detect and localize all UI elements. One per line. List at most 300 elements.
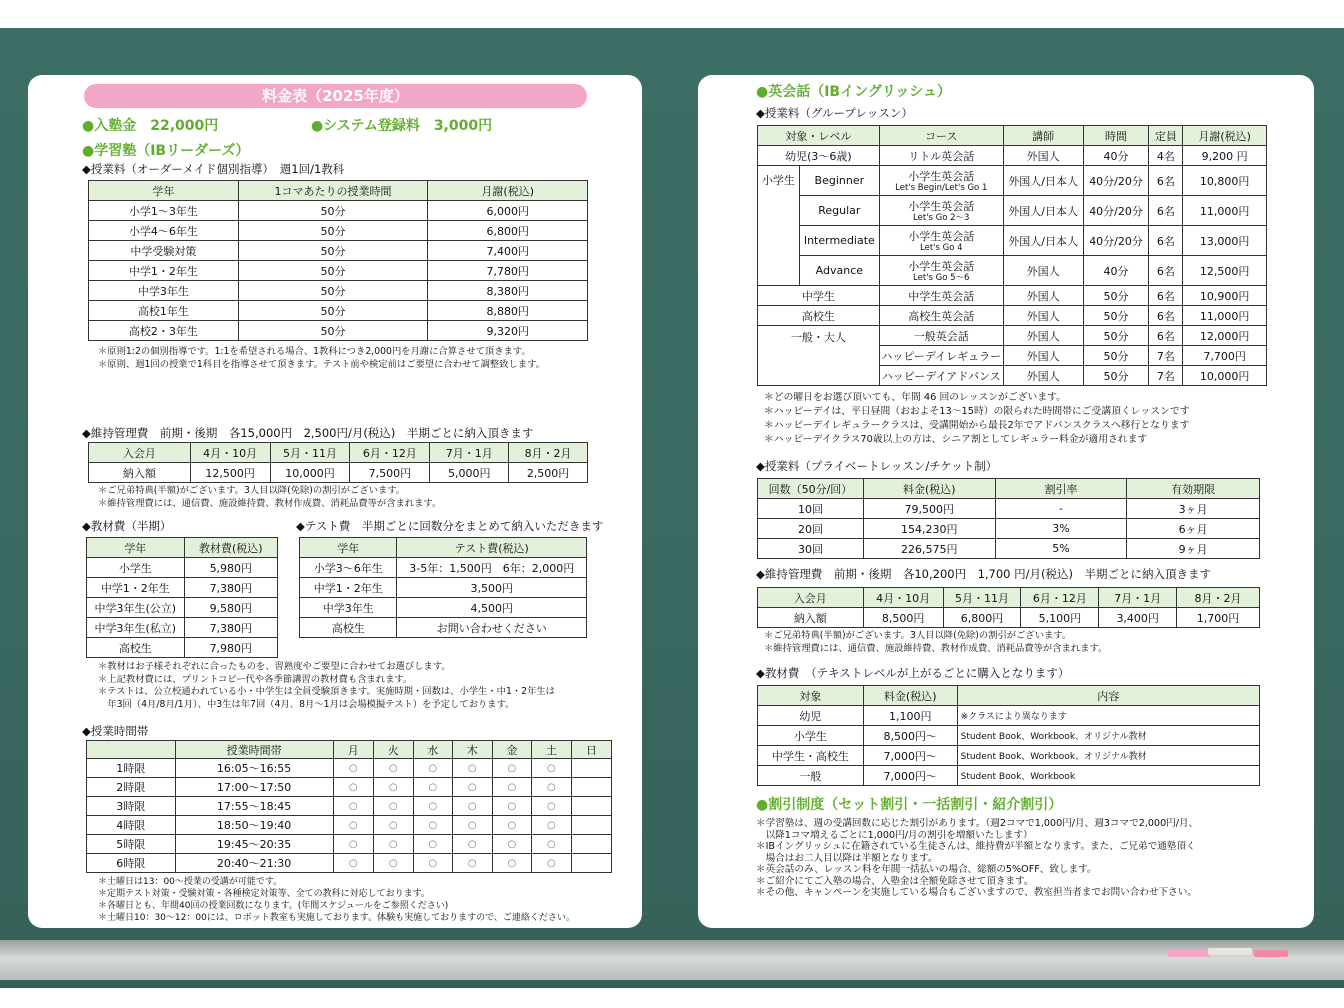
available-mark: ○ — [492, 759, 531, 778]
available-mark: ○ — [413, 816, 452, 835]
col-header: 料金(税込) — [863, 686, 957, 706]
fee-cell: 9,200 円 — [1183, 146, 1267, 166]
time-cell: 50分 — [1083, 366, 1149, 386]
fee-cell: 7,380円 — [184, 618, 277, 638]
available-mark: ○ — [373, 778, 413, 797]
available-mark: ○ — [413, 759, 452, 778]
table-row — [758, 746, 1260, 766]
grade-cell: 高校2・3年生 — [89, 321, 239, 341]
time-cell: 16:05～16:55 — [175, 759, 333, 778]
available-mark: ○ — [492, 854, 531, 873]
course-book: Let's Go 2～3 — [913, 213, 970, 223]
grade-cell: 小学生 — [87, 558, 185, 578]
fee-cell: 3,500円 — [397, 578, 587, 598]
expiry-cell: 6ヶ月 — [1127, 519, 1260, 539]
time-cell: 19:45～20:35 — [175, 835, 333, 854]
course-cell — [879, 166, 1003, 196]
col-header: 回数（50分/回） — [758, 479, 864, 499]
col-header: 8月・2月 — [509, 443, 588, 463]
course-book: Let's Go 4 — [920, 243, 963, 253]
group-lesson-table — [757, 125, 1267, 386]
duration-cell: 50分 — [238, 301, 428, 321]
fee-cell: お問い合わせください — [397, 618, 587, 638]
maintenance-table — [88, 442, 588, 483]
teacher-cell: 外国人 — [1003, 146, 1083, 166]
level-cell: Advance — [799, 256, 879, 286]
grade-cell: 中学1・2年生 — [87, 578, 185, 598]
fee-cell: 13,000円 — [1183, 226, 1267, 256]
content-cell: ※クラスにより異なります — [957, 706, 1259, 726]
tuition-table — [88, 180, 588, 341]
tuition-heading: ◆授業料（オーダーメイド個別指導） 週1回/1教科 — [82, 162, 345, 176]
fee-cell: 7,500円 — [350, 463, 430, 483]
teacher-cell: 外国人/日本人 — [1003, 196, 1083, 226]
col-header: 8月・2月 — [1177, 588, 1260, 608]
col-header: 入会月 — [758, 588, 864, 608]
fee-cell: 7,000円～ — [863, 746, 957, 766]
course-cell: 一般英会話 — [879, 326, 1003, 346]
col-header: 学年 — [87, 538, 185, 558]
fee-cell: 6,000円 — [428, 201, 588, 221]
discount-cell: 5% — [995, 539, 1127, 559]
course-book: Let's Begin/Let's Go 1 — [895, 183, 988, 193]
duration-cell: 50分 — [238, 281, 428, 301]
capacity-cell: 6名 — [1149, 256, 1183, 286]
table-row — [89, 201, 588, 221]
available-mark: ○ — [413, 778, 452, 797]
col-header: 日 — [571, 741, 611, 759]
private-lesson-table — [757, 478, 1260, 559]
count-cell: 20回 — [758, 519, 864, 539]
table-row — [87, 618, 278, 638]
empty-cell — [571, 816, 611, 835]
table-row — [87, 854, 612, 873]
duration-cell: 50分 — [238, 201, 428, 221]
col-header: 入会月 — [89, 443, 191, 463]
time-cell: 50分 — [1083, 286, 1149, 306]
col-header: 7月・1月 — [1099, 588, 1177, 608]
time-cell: 40分/20分 — [1083, 166, 1149, 196]
col-header: 火 — [373, 741, 413, 759]
col-header: 1コマあたりの授業時間 — [238, 181, 428, 201]
col-header: 7月・1月 — [430, 443, 509, 463]
available-mark: ○ — [333, 835, 373, 854]
col-header: 教材費(税込) — [184, 538, 277, 558]
grade-cell: 中学3年生 — [300, 598, 397, 618]
col-header: 時間 — [1083, 126, 1149, 146]
maintenance-notes: ＊ご兄弟特典(半額)がございます。3人目以降(免除)の割引がございます。 ＊維持管理費には、通信費、施設維持費、教材作成費、消耗品費等が含まれます。 — [764, 630, 1108, 654]
col-header: テスト費(税込) — [397, 538, 587, 558]
table-row — [89, 301, 588, 321]
table-row — [87, 778, 612, 797]
available-mark: ○ — [333, 854, 373, 873]
fee-cell: 10,000円 — [270, 463, 350, 483]
table-row — [758, 196, 1267, 226]
fee-cell: 10,800円 — [1183, 166, 1267, 196]
fee-cell: 5,980円 — [184, 558, 277, 578]
target-cell: 一般 — [758, 766, 864, 786]
table-row — [758, 286, 1267, 306]
fee-cell: 7,780円 — [428, 261, 588, 281]
grade-cell: 中学3年生(私立) — [87, 618, 185, 638]
fee-cell: 8,380円 — [428, 281, 588, 301]
capacity-cell: 7名 — [1149, 346, 1183, 366]
fee-cell: 7,380円 — [184, 578, 277, 598]
table-row — [758, 226, 1267, 256]
target-cell: 中学生 — [758, 286, 880, 306]
fee-cell: 11,000円 — [1183, 196, 1267, 226]
available-mark: ○ — [333, 816, 373, 835]
course-cell — [879, 256, 1003, 286]
course-cell — [879, 226, 1003, 256]
available-mark: ○ — [413, 797, 452, 816]
course-name: 小学生英会話 — [908, 200, 975, 213]
time-cell: 50分 — [1083, 306, 1149, 326]
count-cell: 30回 — [758, 539, 864, 559]
table-row — [87, 759, 612, 778]
fee-cell: 7,000円～ — [863, 766, 957, 786]
table-row — [758, 499, 1260, 519]
available-mark: ○ — [373, 797, 413, 816]
table-row — [758, 326, 1267, 346]
grade-cell: 中学3年生 — [89, 281, 239, 301]
table-row — [89, 241, 588, 261]
fee-cell: 8,500円 — [863, 608, 943, 628]
col-header: 学年 — [89, 181, 239, 201]
table-row — [758, 306, 1267, 326]
col-header: 月謝(税込) — [428, 181, 588, 201]
col-header: 6月・12月 — [350, 443, 430, 463]
table-row — [758, 166, 1267, 196]
time-cell: 18:50～19:40 — [175, 816, 333, 835]
available-mark: ○ — [373, 835, 413, 854]
available-mark: ○ — [531, 797, 571, 816]
available-mark: ○ — [413, 854, 452, 873]
target-cell: 小学生 — [758, 726, 864, 746]
test-fee-table — [299, 537, 587, 638]
grade-cell: 高校生 — [300, 618, 397, 638]
table-row — [87, 835, 612, 854]
period-cell: 5時限 — [87, 835, 176, 854]
col-header: 5月・11月 — [270, 443, 350, 463]
available-mark: ○ — [531, 835, 571, 854]
course-name: 小学生英会話 — [908, 260, 975, 273]
col-header: 料金(税込) — [863, 479, 995, 499]
content-cell: Student Book、Workbook — [957, 766, 1259, 786]
pink-chalk — [1168, 950, 1210, 957]
col-header: 講師 — [1003, 126, 1083, 146]
course-cell: リトル英会話 — [879, 146, 1003, 166]
col-header: 月 — [333, 741, 373, 759]
materials-heading: ◆教材費 （テキストレベルが上がるごとに購入となります） — [756, 666, 1070, 680]
table-row — [87, 598, 278, 618]
capacity-cell: 6名 — [1149, 286, 1183, 306]
enrollment-fee: ●入塾金 22,000円 — [82, 118, 219, 134]
available-mark: ○ — [531, 816, 571, 835]
test-fee-heading: ◆テスト費 半期ごとに回数分をまとめて納入いただきます — [296, 519, 604, 533]
level-cell: Beginner — [799, 166, 879, 196]
period-cell: 1時限 — [87, 759, 176, 778]
time-cell: 17:00～17:50 — [175, 778, 333, 797]
fee-cell: 7,700円 — [1183, 346, 1267, 366]
col-header: 対象・レベル — [758, 126, 880, 146]
duration-cell: 50分 — [238, 321, 428, 341]
row-label: 納入額 — [758, 608, 864, 628]
col-header: コース — [879, 126, 1003, 146]
expiry-cell: 3ヶ月 — [1127, 499, 1260, 519]
fee-cell: 11,000円 — [1183, 306, 1267, 326]
time-cell: 20:40～21:30 — [175, 854, 333, 873]
materials-table — [757, 685, 1260, 786]
discount-cell: - — [995, 499, 1127, 519]
empty-cell — [571, 854, 611, 873]
target-cell: 幼児(3～6歳) — [758, 146, 880, 166]
fee-cell: 10,900円 — [1183, 286, 1267, 306]
teacher-cell: 外国人 — [1003, 256, 1083, 286]
period-cell: 6時限 — [87, 854, 176, 873]
table-row — [758, 766, 1260, 786]
fee-cell: 4,500円 — [397, 598, 587, 618]
maintenance-heading: ◆維持管理費 前期・後期 各15,000円 2,500円/月(税込) 半期ごとに納入頂きます — [82, 426, 534, 440]
chalk-tray — [0, 940, 1344, 980]
available-mark: ○ — [452, 759, 492, 778]
table-row — [758, 608, 1260, 628]
fee-cell: 12,500円 — [190, 463, 270, 483]
materials-heading: ◆教材費（半期） — [82, 519, 172, 533]
col-header: 割引率 — [995, 479, 1127, 499]
course-name: 小学生英会話 — [908, 170, 975, 183]
table-row — [758, 256, 1267, 286]
table-row — [89, 261, 588, 281]
table-row — [89, 281, 588, 301]
col-header: 4月・10月 — [863, 588, 943, 608]
count-cell: 10回 — [758, 499, 864, 519]
grade-cell: 高校1年生 — [89, 301, 239, 321]
teacher-cell: 外国人 — [1003, 346, 1083, 366]
course-name: 小学生英会話 — [908, 230, 975, 243]
fee-cell: 6,800円 — [943, 608, 1021, 628]
available-mark: ○ — [452, 854, 492, 873]
duration-cell: 50分 — [238, 241, 428, 261]
table-row — [87, 578, 278, 598]
available-mark: ○ — [452, 778, 492, 797]
grade-cell: 中学1・2年生 — [89, 261, 239, 281]
right-page — [698, 75, 1314, 928]
level-cell: Regular — [799, 196, 879, 226]
fee-cell: 8,880円 — [428, 301, 588, 321]
fee-cell: 9,320円 — [428, 321, 588, 341]
period-cell: 2時限 — [87, 778, 176, 797]
fee-cell: 3-5年：1,500円 6年：2,000円 — [397, 558, 587, 578]
grade-cell: 中学1・2年生 — [300, 578, 397, 598]
grade-cell: 高校生 — [87, 638, 185, 658]
available-mark: ○ — [492, 835, 531, 854]
red-chalk — [1254, 950, 1288, 957]
col-header: 月謝(税込) — [1183, 126, 1267, 146]
left-page — [28, 75, 642, 928]
available-mark: ○ — [492, 816, 531, 835]
empty-cell — [571, 835, 611, 854]
row-label: 納入額 — [89, 463, 191, 483]
col-header: 対象 — [758, 686, 864, 706]
ib-readers-heading: ●学習塾（IBリーダーズ） — [82, 143, 250, 159]
capacity-cell: 4名 — [1149, 146, 1183, 166]
time-cell: 40分/20分 — [1083, 226, 1149, 256]
maintenance-heading: ◆維持管理費 前期・後期 各10,200円 1,700 円/月(税込) 半期ごとに納入頂きます — [756, 567, 1212, 581]
target-cell: 幼児 — [758, 706, 864, 726]
course-cell: ハッピーデイアドバンス — [879, 366, 1003, 386]
available-mark: ○ — [492, 797, 531, 816]
available-mark: ○ — [531, 759, 571, 778]
capacity-cell: 7名 — [1149, 366, 1183, 386]
fee-cell: 5,000円 — [430, 463, 509, 483]
col-header: 内容 — [957, 686, 1259, 706]
system-fee: ●システム登録料 3,000円 — [311, 118, 493, 134]
fee-cell: 79,500円 — [863, 499, 995, 519]
time-cell: 17:55～18:45 — [175, 797, 333, 816]
level-cell: Intermediate — [799, 226, 879, 256]
schedule-notes: ＊土曜日は13：00～授業の受講が可能です。 ＊定期テスト対策・受験対策・各種検定対策等、全ての教科に対応しております。 ＊各曜日とも、年間40回の授業回数になります。(年間スケジュールをご参照ください) ＊土曜日10：30～12：00には、ロボット教室も実施しております。体験も実施しておりますので、ご連絡ください。 — [98, 877, 575, 923]
group-lesson-heading: ◆授業料（グループレッスン） — [756, 106, 913, 120]
price-list-banner: 料金表（2025年度） — [84, 84, 587, 108]
target-cell: 高校生 — [758, 306, 880, 326]
available-mark: ○ — [531, 778, 571, 797]
elementary-label: 小学生 — [758, 166, 800, 286]
available-mark: ○ — [333, 759, 373, 778]
expiry-cell: 9ヶ月 — [1127, 539, 1260, 559]
grade-cell: 中学3年生(公立) — [87, 598, 185, 618]
discount-notes: ＊学習塾は、週の受講回数に応じた割引があります。（週2コマで1,000円/月、週3コマで2,000円/月、 以降1コマ増えるごとに1,000円/月の割引を増額いたします） ＊IBイングリッシュに在籍されている生徒さんは、維持費が半額となります。また、ご兄弟で通塾頂く 場合はお二人目以降は半額となります。 ＊英会話のみ、レッスン料を年間一括払いの場合、総額の5%OFF、致します。 ＊ご紹介にてご入塾の場合、入塾金は全額免除させて頂きます。 ＊その他、キャンペーンを実施している場合もございますので、教室担当者までお問い合わせ下さい。 — [756, 818, 1199, 898]
table-row — [87, 816, 612, 835]
capacity-cell: 6名 — [1149, 166, 1183, 196]
col-header: 4月・10月 — [190, 443, 270, 463]
period-cell: 3時限 — [87, 797, 176, 816]
table-row — [758, 146, 1267, 166]
teacher-cell: 外国人 — [1003, 306, 1083, 326]
available-mark: ○ — [373, 759, 413, 778]
fee-cell: 3,400円 — [1099, 608, 1177, 628]
schedule-heading: ◆授業時間帯 — [82, 724, 149, 738]
discount-cell: 3% — [995, 519, 1127, 539]
course-cell: 中学生英会話 — [879, 286, 1003, 306]
time-cell: 40分 — [1083, 146, 1149, 166]
fee-cell: 10,000円 — [1183, 366, 1267, 386]
col-header: 土 — [531, 741, 571, 759]
fee-cell: 226,575円 — [863, 539, 995, 559]
available-mark: ○ — [452, 816, 492, 835]
table-row — [758, 519, 1260, 539]
materials-table — [86, 537, 278, 658]
available-mark: ○ — [452, 835, 492, 854]
available-mark: ○ — [531, 854, 571, 873]
fee-cell: 12,000円 — [1183, 326, 1267, 346]
col-header: 学年 — [300, 538, 397, 558]
col-header: 金 — [492, 741, 531, 759]
maintenance-notes: ＊ご兄弟特典(半額)がございます。3人目以降(免除)の割引がございます。 ＊維持管理費には、通信費、施設維持費、教材作成費、消耗品費等が含まれます。 — [98, 485, 442, 509]
available-mark: ○ — [373, 854, 413, 873]
col-header: 有効期限 — [1127, 479, 1260, 499]
materials-notes: ＊教材はお子様それぞれに合ったものを、習熟度やご要望に合わせてお選びします。 ＊上記教材費には、プリントコピー代や各季節講習の教材費も含まれます。 ＊テストは、公立校通われている小・中学生は全員受験頂きます。実施時期・回数は、小学生・中1・2年生は 年3回（4月/8月/1月）、中3生は年7回（4月、8月～1月は会場模擬テスト）を予定しております。 — [98, 661, 555, 710]
table-row — [758, 706, 1260, 726]
col-header — [87, 741, 176, 759]
content-cell: Student Book、Workbook、オリジナル教材 — [957, 746, 1259, 766]
fee-cell: 5,100円 — [1021, 608, 1099, 628]
table-row — [87, 638, 278, 658]
teacher-cell: 外国人 — [1003, 286, 1083, 306]
teacher-cell: 外国人/日本人 — [1003, 226, 1083, 256]
fee-cell: 9,580円 — [184, 598, 277, 618]
table-row — [758, 726, 1260, 746]
col-header: 6月・12月 — [1021, 588, 1099, 608]
course-cell — [879, 196, 1003, 226]
maintenance-table — [757, 587, 1260, 628]
target-cell: 中学生・高校生 — [758, 746, 864, 766]
period-cell: 4時限 — [87, 816, 176, 835]
teacher-cell: 外国人/日本人 — [1003, 166, 1083, 196]
group-lesson-notes: ＊どの曜日をお選び頂いても、年間 46 回のレッスンがございます。 ＊ハッピーデイは、平日昼間（おおよそ13～15時）の限られた時間帯にご受講頂くレッスンです ＊ハッピーデイレギュラークラスは、受講開始から最長2年でアドバンスクラスへ移行となります ＊ハッピーデイクラス70歳以上の方は、シニア割としてレギュラー料金が適用されます — [764, 392, 1190, 445]
grade-cell: 小学1～3年生 — [89, 201, 239, 221]
empty-cell — [571, 759, 611, 778]
fee-cell: 2,500円 — [509, 463, 588, 483]
teacher-cell: 外国人 — [1003, 366, 1083, 386]
available-mark: ○ — [413, 835, 452, 854]
fee-cell: 1,100円 — [863, 706, 957, 726]
table-row — [758, 539, 1260, 559]
table-row — [300, 618, 587, 638]
eikaiwa-heading: ●英会話（IBイングリッシュ） — [756, 84, 951, 100]
available-mark: ○ — [333, 797, 373, 816]
adult-label: 一般・大人 — [758, 326, 880, 386]
table-row — [300, 578, 587, 598]
time-cell: 40分 — [1083, 256, 1149, 286]
grade-cell: 小学3～6年生 — [300, 558, 397, 578]
duration-cell: 50分 — [238, 221, 428, 241]
col-header: 5月・11月 — [943, 588, 1021, 608]
course-book: Let's Go 5～6 — [913, 273, 970, 283]
capacity-cell: 6名 — [1149, 306, 1183, 326]
grade-cell: 中学受験対策 — [89, 241, 239, 261]
table-row — [87, 558, 278, 578]
private-lesson-heading: ◆授業料（プライベートレッスン/チケット制） — [756, 459, 998, 473]
capacity-cell: 6名 — [1149, 326, 1183, 346]
table-row — [89, 321, 588, 341]
col-header: 水 — [413, 741, 452, 759]
fee-cell: 6,800円 — [428, 221, 588, 241]
content-cell: Student Book、Workbook、オリジナル教材 — [957, 726, 1259, 746]
time-cell: 50分 — [1083, 346, 1149, 366]
available-mark: ○ — [373, 816, 413, 835]
table-row — [89, 463, 588, 483]
teacher-cell: 外国人 — [1003, 326, 1083, 346]
capacity-cell: 6名 — [1149, 196, 1183, 226]
time-cell: 50分 — [1083, 326, 1149, 346]
tuition-notes: ＊原則1:2の個別指導です。1:1を希望される場合、1教科につき2,000円を月謝に合算させて頂きます。 ＊原則、週1回の授業で1科目を指導させて頂きます。テスト前や検定前はご要望に合わせて調整致します。 — [98, 346, 545, 370]
fee-cell: 154,230円 — [863, 519, 995, 539]
capacity-cell: 6名 — [1149, 226, 1183, 256]
col-header: 木 — [452, 741, 492, 759]
available-mark: ○ — [333, 778, 373, 797]
col-header: 定員 — [1149, 126, 1183, 146]
course-cell: ハッピーデイレギュラー — [879, 346, 1003, 366]
fee-cell: 1,700円 — [1177, 608, 1260, 628]
table-row — [300, 558, 587, 578]
col-header: 授業時間帯 — [175, 741, 333, 759]
empty-cell — [571, 778, 611, 797]
fee-cell: 12,500円 — [1183, 256, 1267, 286]
schedule-table — [86, 740, 612, 873]
available-mark: ○ — [492, 778, 531, 797]
fee-cell: 7,980円 — [184, 638, 277, 658]
